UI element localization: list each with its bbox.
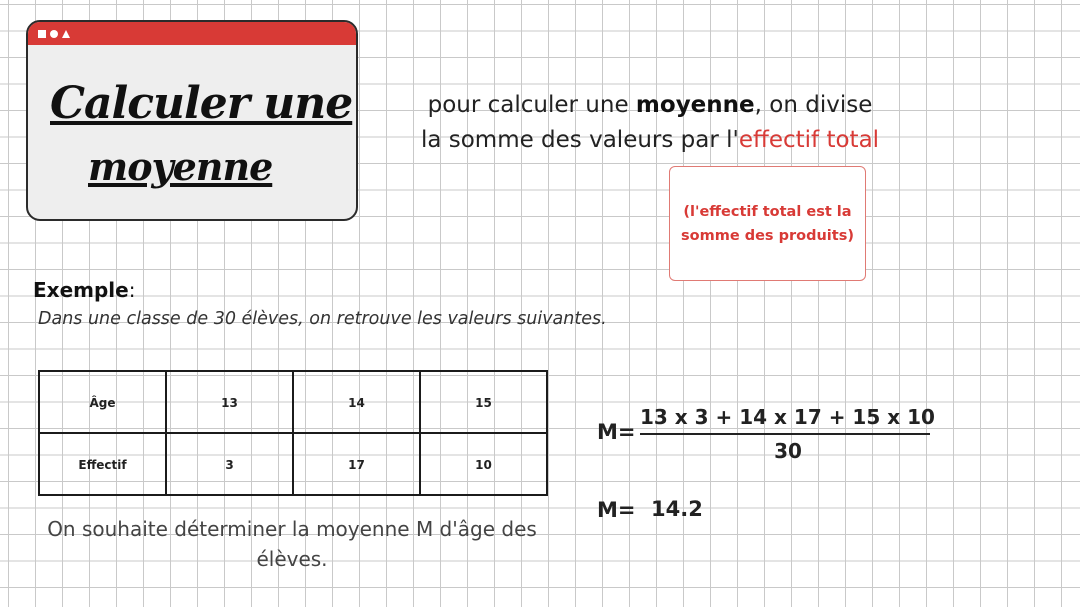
window-title-bar: [28, 22, 356, 45]
table-cell: 10: [420, 433, 547, 495]
definition-text: [400, 88, 900, 158]
definition-part-2: , on divise: [754, 92, 873, 118]
definition-part-1: pour calculer une: [427, 92, 636, 118]
table-cell: 13: [166, 371, 293, 433]
table-cell: 3: [166, 433, 293, 495]
example-sentence: Dans une classe de 30 élèves, on retrouve les valeurs suivantes.: [38, 309, 607, 329]
formula-m-label: M=: [597, 420, 636, 444]
triangle-icon: [62, 30, 70, 38]
table-cell: Effectif: [39, 433, 166, 495]
formula-numerator: 13 x 3 + 14 x 17 + 15 x 10: [640, 405, 935, 429]
table-cell: 17: [293, 433, 420, 495]
table-cell: 14: [293, 371, 420, 433]
result-m-label: M=: [597, 498, 636, 522]
definition-bold: moyenne: [635, 92, 755, 118]
title-card: [26, 20, 358, 221]
example-label-text: Exemple: [33, 278, 129, 302]
square-icon: [38, 30, 46, 38]
note-box: [669, 166, 866, 281]
circle-icon: [50, 30, 58, 38]
example-label-colon: :: [128, 278, 136, 302]
example-label: [33, 278, 135, 302]
table-cell: 15: [420, 371, 547, 433]
fraction-bar: [640, 433, 930, 435]
page-title-line-1: Calculer une: [50, 78, 353, 129]
note-text: (l'effectif total est la somme des produits): [681, 203, 854, 244]
definition-part-3: la somme des valeurs par l': [420, 127, 739, 153]
table-cell: Âge: [39, 371, 166, 433]
question-text: On souhaite déterminer la moyenne M d'âge des élèves.: [47, 517, 537, 571]
definition-highlight: effectif total: [738, 127, 880, 153]
formula-denominator: 30: [774, 439, 802, 463]
table-row: [39, 371, 547, 433]
data-table: [38, 370, 548, 496]
page-title-line-2: moyenne: [88, 144, 273, 189]
table-row: [39, 433, 547, 495]
result-value: 14.2: [651, 497, 703, 521]
